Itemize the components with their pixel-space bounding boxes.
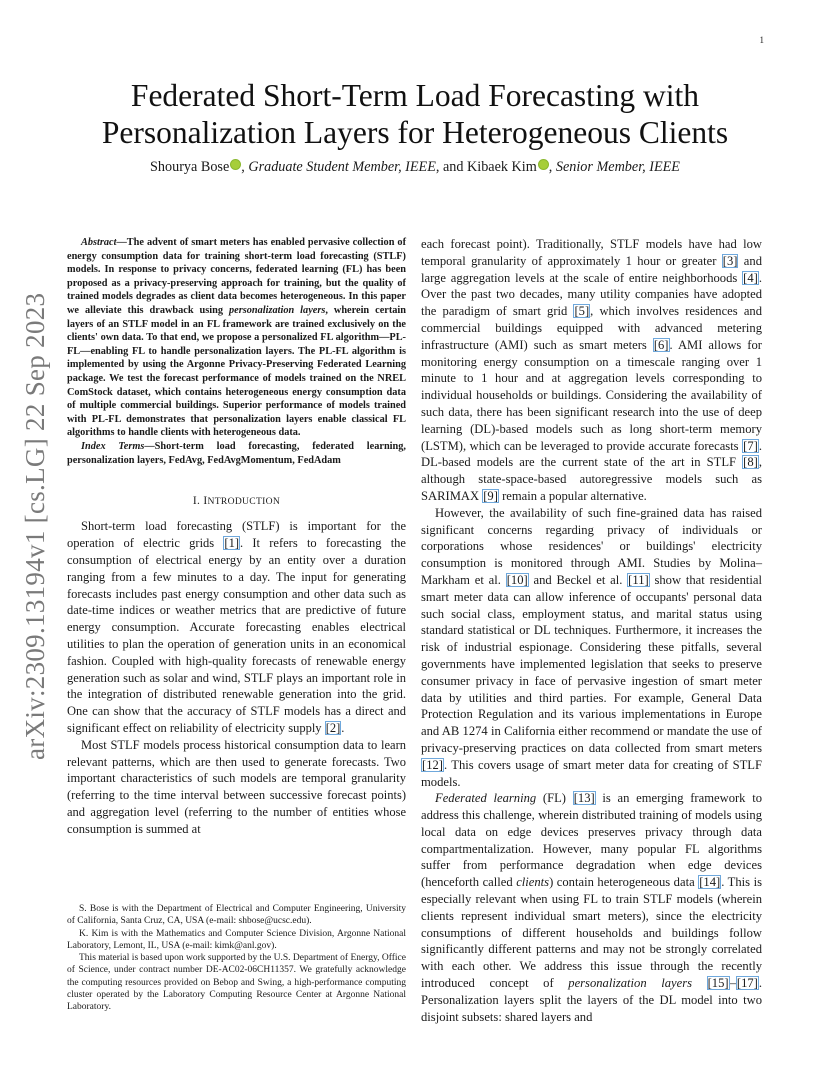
text-run: . Over the past two decades, many utility companies have adopted the paradigm of smart grid [421,270,762,319]
left-column [67,236,406,838]
page-number: 1 [759,35,764,45]
right-paragraph-2 [421,505,762,791]
author-1-name: Shourya Bose [150,159,230,175]
text-run: . Personalization layers split the layers of the DL model into two disjoint subsets: shared layers and [421,976,763,1024]
text-run: and large aggregation levels at the scale of entire neighborhoods [421,253,762,285]
index-terms [67,440,406,467]
section-initial: I [203,495,208,508]
index-terms-text: —Short-term load forecasting, federated learning, personalization layers, FedAvg, FedAvgMomentum, FedAdam [67,440,406,466]
footnotes [67,903,406,1014]
intro-paragraph-2: Most STLF models process historical consumption data to learn relevant patterns, which are then used to generate forecasts. Two important characteristics of such models are temporal granularity (referring to the time interval between successive forecast points) and aggregation level (referring to the number of entities whose consumption is summed at [67,737,406,836]
citation-link[interactable]: [1] [224,536,239,551]
paper-title [60,77,770,151]
right-column [421,236,762,1025]
orcid-icon[interactable] [538,159,549,170]
abstract [67,236,406,440]
text-run: . DL-based models are the current state of the art in STLF [421,438,762,470]
arxiv-identifier: arXiv:2309.13194v1 [cs.LG] 22 Sep 2023 [20,292,50,760]
text-run: each forecast point). Traditionally, STLF models have had low temporal granularity of approximately 1 hour or greater [421,237,762,268]
citation-link[interactable]: [3] [722,253,738,268]
citation-link[interactable]: [6] [653,337,669,352]
emphasis: personalization layers [568,976,692,991]
citation-link[interactable]: [13] [573,791,595,806]
text-run: and Beckel et al. [528,572,628,587]
right-paragraph-3 [421,790,762,1025]
footnote-3: This material is based upon work supported by the U.S. Department of Energy, Office of Science, under contract number DE-AC02-06CH11357. We gratefully acknowledge the computing resources provided on Bebop and Swing, a high-performance computing cluster operated by the Laboratory Computing Resource Center at Argonne National Laboratory. [67,953,406,1013]
author-1-affiliation: Graduate Student Member, IEEE [248,159,436,175]
citation-link[interactable]: [17] [736,976,758,991]
text-run: (FL) [536,791,573,806]
author-2-name: , and Kibaek Kim [435,159,537,175]
title-line-2: Personalization Layers for Heterogeneous Clients [101,115,729,150]
text-run: , although state-space-based autoregressive models such as SARIMAX [421,455,762,503]
text-run: is an emerging framework to address this challenge, wherein distributed training of models using local data on edge devices preserves privacy through data compartmentalization. However, many popular FL algorithms suffer from performance degradation when edge devices (henceforth called [421,791,763,890]
citation-link[interactable]: [14] [699,875,721,890]
citation-link[interactable]: [10] [506,572,528,587]
text-run: . AMI allows for monitoring energy consumption on a timescale ranging over 1 minute to 1 hour and at aggregation levels corresponding to individual households or buildings. Considering the availability of such data, there has been significant research into the use of deep learning (DL)-based models such as long short-term memory (LSTM), which can be leveraged to provide accurate forecasts [421,337,762,453]
orcid-icon[interactable] [230,159,241,170]
text-run: show that residential smart meter data can allow inference of occupants' personal data such social class, employment status, and marital status using standard statistical or DL techniques. Furthermore, it increases the risk of industrial espionage. Considering these pitfalls, several governments have implemented legislation that seeks to preserve consumer privacy in face of pervasive ingestion of smart meter data by utilities and third parties. For example, General Data Protection Regulation and its various implementations in Europe and AB 1274 in California either recommend or mandate the use of privacy-preserving practices on data collected from smart meters [421,572,763,755]
abstract-text-2: , wherein certain layers of an STLF model in an FL framework are trained exclusively on the clients' own data. To that end, we propose a personalized FL algorithm—PL-FL—enabling FL to handle personalization layers. The PL-FL algorithm is implemented by using the Argonne Privacy-Preserving Federated Learning package. We test the forecast performance of models trained on the NREL ComStock dataset, which contains heterogeneous energy consumption data of multiple commercial buildings. Superior performance of models trained with PL-FL demonstrates that personalization layers enable classical FL algorithms to handle clients with heterogeneous data. [67,304,406,439]
footnote-1: S. Bose is with the Department of Electrical and Computer Engineering, University of California, Santa Cruz, CA, USA (e-mail: shbose@ucsc.edu). [67,904,406,927]
citation-link[interactable]: [7] [743,438,758,453]
citation-link[interactable]: [11] [628,572,649,587]
section-numeral: I. [192,495,204,508]
right-paragraph-1 [421,236,762,505]
section-heading-introduction [67,493,406,510]
index-terms-lead: Index Terms [81,440,145,452]
author-line: Shourya Bose , Graduate Student Member, IEEE, and Kibaek Kim , Senior Member, IEEE [150,159,680,175]
citation-link[interactable]: [15] [707,976,729,991]
text-run: . It refers to forecasting the consumption of electrical energy by an entity over a duration ranging from a few minutes to a day. The input for generating forecasts includes past energy consumption and other data such as date-time indices or weather metrics that are predictive of future energy consumption. Accurate forecasting enables electrical utilities to plan the operation of generation units in an economical fashion. Coupled with high-quality forecasts of renewable energy generation such as solar and wind, STLF plays an important role in the integration of distributed renewable generation into the grid. One can show that the accuracy of STLF models has a direct and significant effect on reliability of electricity supply [67,536,406,735]
emphasis: Federated learning [435,791,537,806]
intro-paragraph-1 [67,518,406,736]
abstract-emphasis: personalization layers [228,304,326,316]
section-title-rest: NTRODUCTION [207,496,281,508]
citation-link[interactable]: [2] [325,720,341,735]
text-run: remain a popular alternative. [498,488,647,503]
author-2-affiliation: Senior Member, IEEE [555,159,680,175]
text-run [692,976,707,990]
text-run: . [341,720,345,735]
footnote-2: K. Kim is with the Mathematics and Computer Science Division, Argonne National Laboratory, Lemont, IL, USA (e-mail: kimk@anl.gov). [67,928,406,951]
citation-link[interactable]: [8] [743,455,758,470]
text-run: However, the availability of such fine-grained data has raised significant concerns regarding privacy of individuals or corporations whose residences' or buildings' electricity consumption is monitored through AMI. Studies by Molina–Markham et al. [421,505,762,587]
citation-link[interactable]: [5] [574,304,590,319]
citation-link[interactable]: [9] [483,488,498,503]
citation-link[interactable]: [12] [422,757,443,772]
text-run: , which involves residences and commercial buildings equipped with advanced metering infrastructure (AMI) such as smart meters [421,304,762,352]
text-run: Short-term load forecasting (STLF) is important for the operation of electric grids [67,519,406,551]
title-line-1: Federated Short-Term Load Forecasting with [130,78,700,113]
abstract-lead: Abstract [81,237,117,248]
text-run: ) contain heterogeneous data [549,875,699,890]
citation-link[interactable]: [4] [743,270,758,285]
text-run: . This is especially relevant when using FL to train STLF models (wherein clients represent individual smart meters), since the electricity consumptions of different households and buildings follow significantly different patterns and may not be strongly correlated with each other. We address this issue through the recently introduced concept of [421,875,762,991]
text-run: – [729,976,736,991]
emphasis: clients [516,875,550,890]
abstract-text-1: —The advent of smart meters has enabled pervasive collection of energy consumption data for training short-term load forecasting (STLF) models. In response to privacy concerns, federated learning (FL) has been proposed as a privacy-preserving approach for training, but the quality of trained models degrades as client data becomes heterogeneous. In this paper we alleviate this drawback using [67,237,406,316]
text-run: . This covers usage of smart meter data for creating of STLF models. [421,757,762,789]
